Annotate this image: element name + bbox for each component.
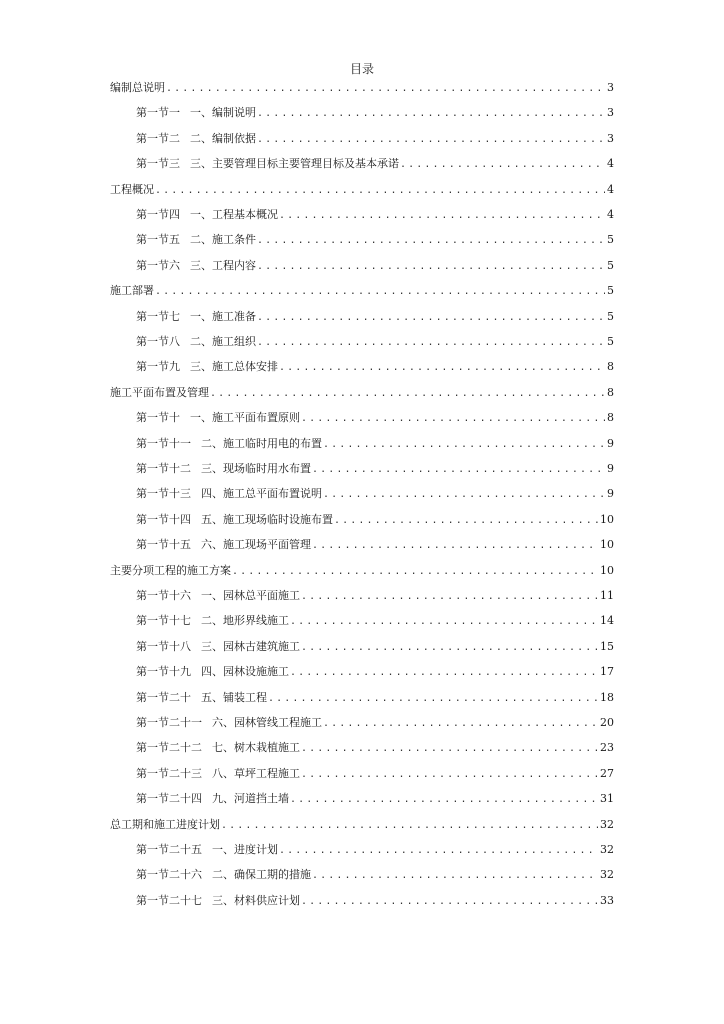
toc-page-number: 32 xyxy=(600,843,614,856)
toc-entry-title: 三、施工总体安排 xyxy=(190,360,278,373)
toc-page-number: 3 xyxy=(607,132,614,145)
toc-entry-title: 一、工程基本概况 xyxy=(190,208,278,221)
toc-entry-title: 七、树木栽植施工 xyxy=(212,741,300,754)
toc-entry-title: 一、进度计划 xyxy=(212,843,278,856)
toc-page-number: 4 xyxy=(607,183,614,196)
toc-section-entry[interactable] xyxy=(136,232,614,248)
toc-entry-title: 一、编制说明 xyxy=(190,106,256,119)
toc-section-entry[interactable] xyxy=(136,359,614,375)
toc-leader-dots xyxy=(312,462,605,478)
toc-section-number: 第一节十四 xyxy=(136,513,191,526)
toc-section-entry[interactable] xyxy=(136,842,614,858)
toc-chapter-entry[interactable] xyxy=(110,817,614,833)
toc-section-entry[interactable] xyxy=(136,740,614,756)
toc-leader-dots xyxy=(312,868,598,884)
toc-section-number: 第一节九 xyxy=(136,360,180,373)
toc-entry-title: 三、现场临时用水布置 xyxy=(201,462,311,475)
toc-section-entry[interactable] xyxy=(136,105,614,121)
toc-leader-dots xyxy=(301,640,598,656)
toc-section-number: 第一节二十四 xyxy=(136,792,202,805)
toc-page-number: 32 xyxy=(600,868,614,881)
toc-page-number: 20 xyxy=(600,716,614,729)
toc-page-number: 5 xyxy=(607,284,614,297)
toc-section-number: 第一节七 xyxy=(136,310,180,323)
toc-page-number: 4 xyxy=(607,208,614,221)
toc-page-number: 5 xyxy=(607,310,614,323)
toc-page-number: 23 xyxy=(600,741,614,754)
toc-page-number: 32 xyxy=(600,818,614,831)
toc-page-number: 31 xyxy=(600,792,614,805)
toc-entry-title: 六、园林管线工程施工 xyxy=(212,716,322,729)
toc-leader-dots xyxy=(334,513,598,529)
toc-page-number: 5 xyxy=(607,335,614,348)
toc-leader-dots xyxy=(279,843,598,859)
toc-section-entry[interactable] xyxy=(136,410,614,426)
toc-leader-dots xyxy=(290,665,598,681)
toc-section-entry[interactable] xyxy=(136,613,614,629)
toc-page-number: 15 xyxy=(600,640,614,653)
toc-entry-title: 四、园林设施施工 xyxy=(201,665,289,678)
toc-section-entry[interactable] xyxy=(136,791,614,807)
toc-entry-title: 三、主要管理目标主要管理目标及基本承诺 xyxy=(190,157,399,170)
toc-section-entry[interactable] xyxy=(136,309,614,325)
toc-chapter-entry[interactable] xyxy=(110,80,614,96)
toc-entry-title: 四、施工总平面布置说明 xyxy=(201,487,322,500)
toc-title: 目录 xyxy=(349,62,374,76)
toc-section-entry[interactable] xyxy=(136,334,614,350)
toc-leader-dots xyxy=(323,487,605,503)
toc-section-entry[interactable] xyxy=(136,131,614,147)
toc-entry-title: 主要分项工程的施工方案 xyxy=(110,564,231,577)
toc-leader-dots xyxy=(257,335,605,351)
toc-entry-title: 二、地形界线施工 xyxy=(201,614,289,627)
toc-section-entry[interactable] xyxy=(136,893,614,909)
toc-entry-title: 三、材料供应计划 xyxy=(212,894,300,907)
toc-section-entry[interactable] xyxy=(136,258,614,274)
toc-section-entry[interactable] xyxy=(136,461,614,477)
toc-page-number: 11 xyxy=(600,589,614,602)
toc-section-number: 第一节十九 xyxy=(136,665,191,678)
toc-section-entry[interactable] xyxy=(136,512,614,528)
toc-page-number: 9 xyxy=(607,437,614,450)
toc-entry-title: 总工期和施工进度计划 xyxy=(110,818,220,831)
toc-entry-title: 施工部署 xyxy=(110,284,154,297)
toc-section-number: 第一节二十三 xyxy=(136,767,202,780)
toc-leader-dots xyxy=(290,792,598,808)
toc-page-number: 8 xyxy=(607,411,614,424)
toc-leader-dots xyxy=(279,208,605,224)
toc-section-entry[interactable] xyxy=(136,588,614,604)
toc-section-number: 第一节四 xyxy=(136,208,180,221)
toc-leader-dots xyxy=(155,183,605,199)
toc-section-number: 第一节十六 xyxy=(136,589,191,602)
toc-page-number: 10 xyxy=(600,538,614,551)
toc-page-number: 10 xyxy=(600,564,614,577)
toc-section-number: 第一节二十六 xyxy=(136,868,202,881)
toc-entry-title: 五、铺装工程 xyxy=(201,691,267,704)
toc-section-number: 第一节三 xyxy=(136,157,180,170)
toc-leader-dots xyxy=(301,894,598,910)
toc-page-number: 18 xyxy=(600,691,614,704)
toc-leader-dots xyxy=(155,284,605,300)
toc-section-entry[interactable] xyxy=(136,537,614,553)
toc-leader-dots xyxy=(221,818,598,834)
toc-page-number: 14 xyxy=(600,614,614,627)
toc-chapter-entry[interactable] xyxy=(110,182,614,198)
toc-leader-dots xyxy=(257,233,605,249)
toc-entry-title: 工程概况 xyxy=(110,183,154,196)
toc-leader-dots xyxy=(323,437,605,453)
toc-section-entry[interactable] xyxy=(136,766,614,782)
toc-section-entry[interactable] xyxy=(136,436,614,452)
toc-page-number: 8 xyxy=(607,360,614,373)
toc-entry-title: 三、园林古建筑施工 xyxy=(201,640,300,653)
toc-page-number: 5 xyxy=(607,259,614,272)
toc-leader-dots xyxy=(301,741,598,757)
toc-leader-dots xyxy=(400,157,605,173)
toc-chapter-entry[interactable] xyxy=(110,385,614,401)
toc-entry-title: 编制总说明 xyxy=(110,81,165,94)
toc-chapter-entry[interactable] xyxy=(110,563,614,579)
toc-section-entry[interactable] xyxy=(136,715,614,731)
toc-entry-title: 二、编制依据 xyxy=(190,132,256,145)
toc-section-number: 第一节二十七 xyxy=(136,894,202,907)
toc-section-number: 第一节十七 xyxy=(136,614,191,627)
toc-leader-dots xyxy=(257,259,605,275)
toc-page-number: 8 xyxy=(607,386,614,399)
toc-entry-title: 三、工程内容 xyxy=(190,259,256,272)
toc-section-number: 第一节十 xyxy=(136,411,180,424)
toc-leader-dots xyxy=(257,310,605,326)
toc-entry-title: 二、施工条件 xyxy=(190,233,256,246)
toc-entry-title: 二、施工临时用电的布置 xyxy=(201,437,322,450)
toc-leader-dots xyxy=(210,386,605,402)
toc-section-number: 第一节二十二 xyxy=(136,741,202,754)
toc-section-number: 第一节一 xyxy=(136,106,180,119)
toc-entry-title: 施工平面布置及管理 xyxy=(110,386,209,399)
toc-leader-dots xyxy=(257,106,605,122)
toc-section-number: 第一节二十一 xyxy=(136,716,202,729)
toc-page-number: 3 xyxy=(607,81,614,94)
toc-section-number: 第一节十二 xyxy=(136,462,191,475)
toc-section-entry[interactable] xyxy=(136,156,614,172)
toc-section-entry[interactable] xyxy=(136,664,614,680)
toc-leader-dots xyxy=(268,691,598,707)
toc-section-entry[interactable] xyxy=(136,867,614,883)
toc-leader-dots xyxy=(301,411,605,427)
toc-entry-title: 六、施工现场平面管理 xyxy=(201,538,311,551)
toc-page-number: 10 xyxy=(600,513,614,526)
toc-chapter-entry[interactable] xyxy=(110,283,614,299)
toc-section-number: 第一节十八 xyxy=(136,640,191,653)
toc-page-number: 5 xyxy=(607,233,614,246)
toc-section-entry[interactable] xyxy=(136,207,614,223)
toc-page-number: 4 xyxy=(607,157,614,170)
toc-leader-dots xyxy=(166,81,605,97)
toc-entry-title: 九、河道挡土墙 xyxy=(212,792,289,805)
toc-leader-dots xyxy=(257,132,605,148)
toc-page-number: 3 xyxy=(607,106,614,119)
toc-entry-title: 五、施工现场临时设施布置 xyxy=(201,513,333,526)
toc-section-number: 第一节十三 xyxy=(136,487,191,500)
toc-section-number: 第一节二十 xyxy=(136,691,191,704)
toc-section-number: 第一节十一 xyxy=(136,437,191,450)
toc-section-entry[interactable] xyxy=(136,486,614,502)
toc-page-number: 33 xyxy=(600,894,614,907)
toc-leader-dots xyxy=(279,360,605,376)
toc-page-number: 17 xyxy=(600,665,614,678)
toc-page-number: 27 xyxy=(600,767,614,780)
toc-leader-dots xyxy=(312,538,598,554)
toc-leader-dots xyxy=(301,767,598,783)
toc-section-number: 第一节十五 xyxy=(136,538,191,551)
toc-section-number: 第一节六 xyxy=(136,259,180,272)
toc-entry-title: 一、施工平面布置原则 xyxy=(190,411,300,424)
toc-entry-title: 一、施工准备 xyxy=(190,310,256,323)
toc-entry-title: 一、园林总平面施工 xyxy=(201,589,300,602)
toc-section-number: 第一节二 xyxy=(136,132,180,145)
toc-section-number: 第一节五 xyxy=(136,233,180,246)
toc-section-entry[interactable] xyxy=(136,690,614,706)
toc-page-number: 9 xyxy=(607,487,614,500)
toc-entry-title: 二、施工组织 xyxy=(190,335,256,348)
toc-page-number: 9 xyxy=(607,462,614,475)
toc-section-number: 第一节二十五 xyxy=(136,843,202,856)
toc-entry-title: 二、确保工期的措施 xyxy=(212,868,311,881)
toc-entry-title: 八、草坪工程施工 xyxy=(212,767,300,780)
toc-leader-dots xyxy=(323,716,598,732)
toc-leader-dots xyxy=(232,564,598,580)
toc-section-number: 第一节八 xyxy=(136,335,180,348)
toc-leader-dots xyxy=(301,589,598,605)
toc-section-entry[interactable] xyxy=(136,639,614,655)
toc-leader-dots xyxy=(290,614,598,630)
